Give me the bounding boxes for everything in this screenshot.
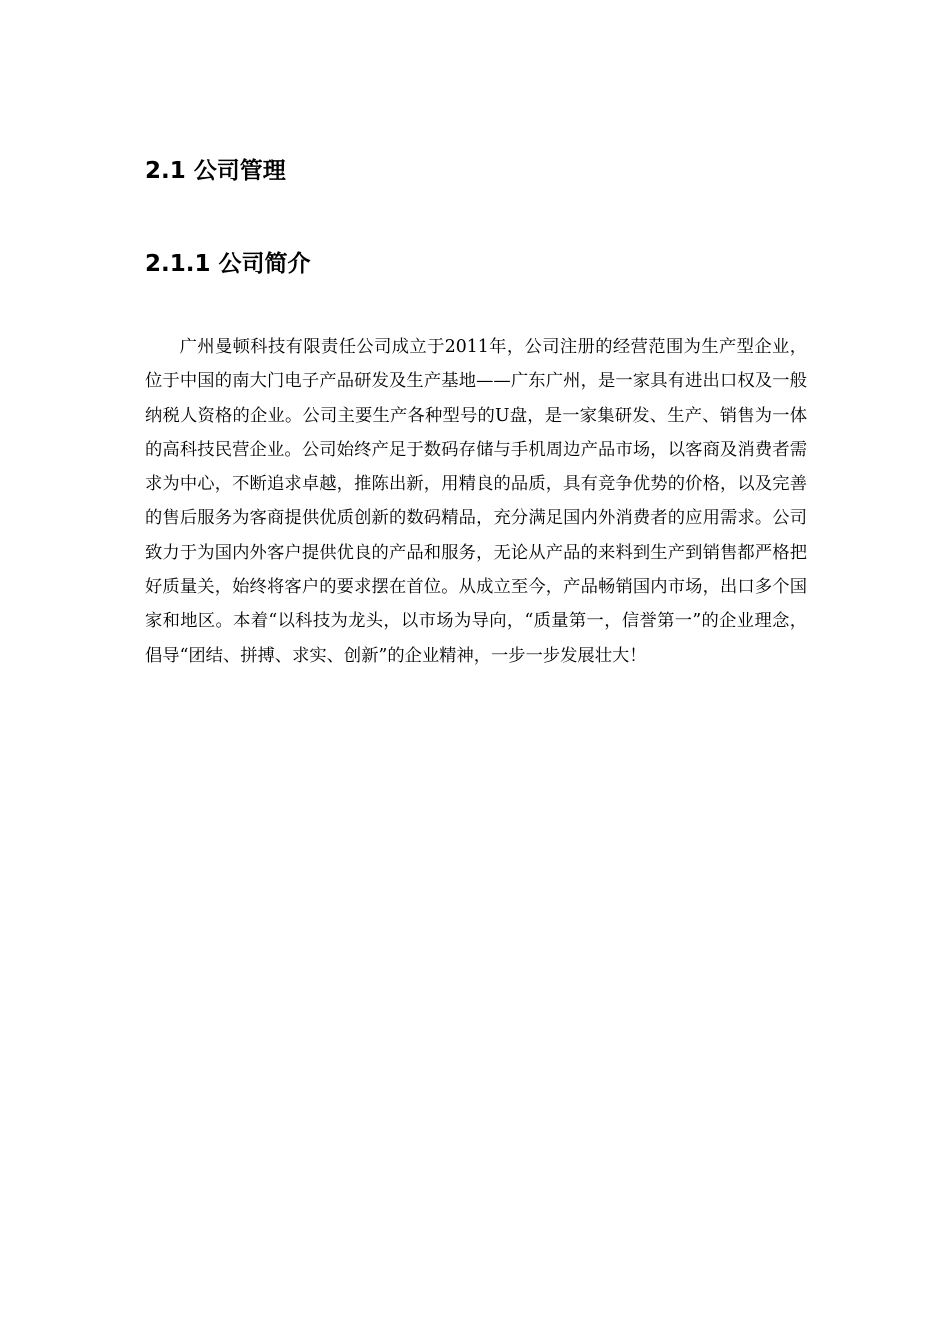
company-intro-paragraph: 广州曼顿科技有限责任公司成立于2011年，公司注册的经营范围为生产型企业，位于中国的南大门电子产品研发及生产基地——广东广州，是一家具有进出口权及一般纳税人资格的企业。公司主要生产各种型号的U盘，是一家集研发、生产、销售为一体的高科技民营企业。公司始终产足于数码存储与手机周边产品市场，以客商及消费者需求为中心，不断追求卓越，推陈出新，用精良的品质，具有竞争优势的价格，以及完善的售后服务为客商提供优质创新的数码精品，充分满足国内外消费者的应用需求。公司致力于为国内外客户提供优良的产品和服务，无论从产品的来料到生产到销售都严格把好质量关，始终将客户的要求摆在首位。从成立至今，产品畅销国内市场，出口多个国家和地区。本着“以科技为龙头，以市场为导向，“质量第一，信誉第一”的企业理念，倡导“团结、拼搏、求实、创新”的企业精神，一步一步发展壮大！	[145, 337, 807, 666]
section-heading: 2.1 公司管理	[145, 158, 286, 184]
subsection-heading: 2.1.1 公司简介	[145, 251, 311, 277]
